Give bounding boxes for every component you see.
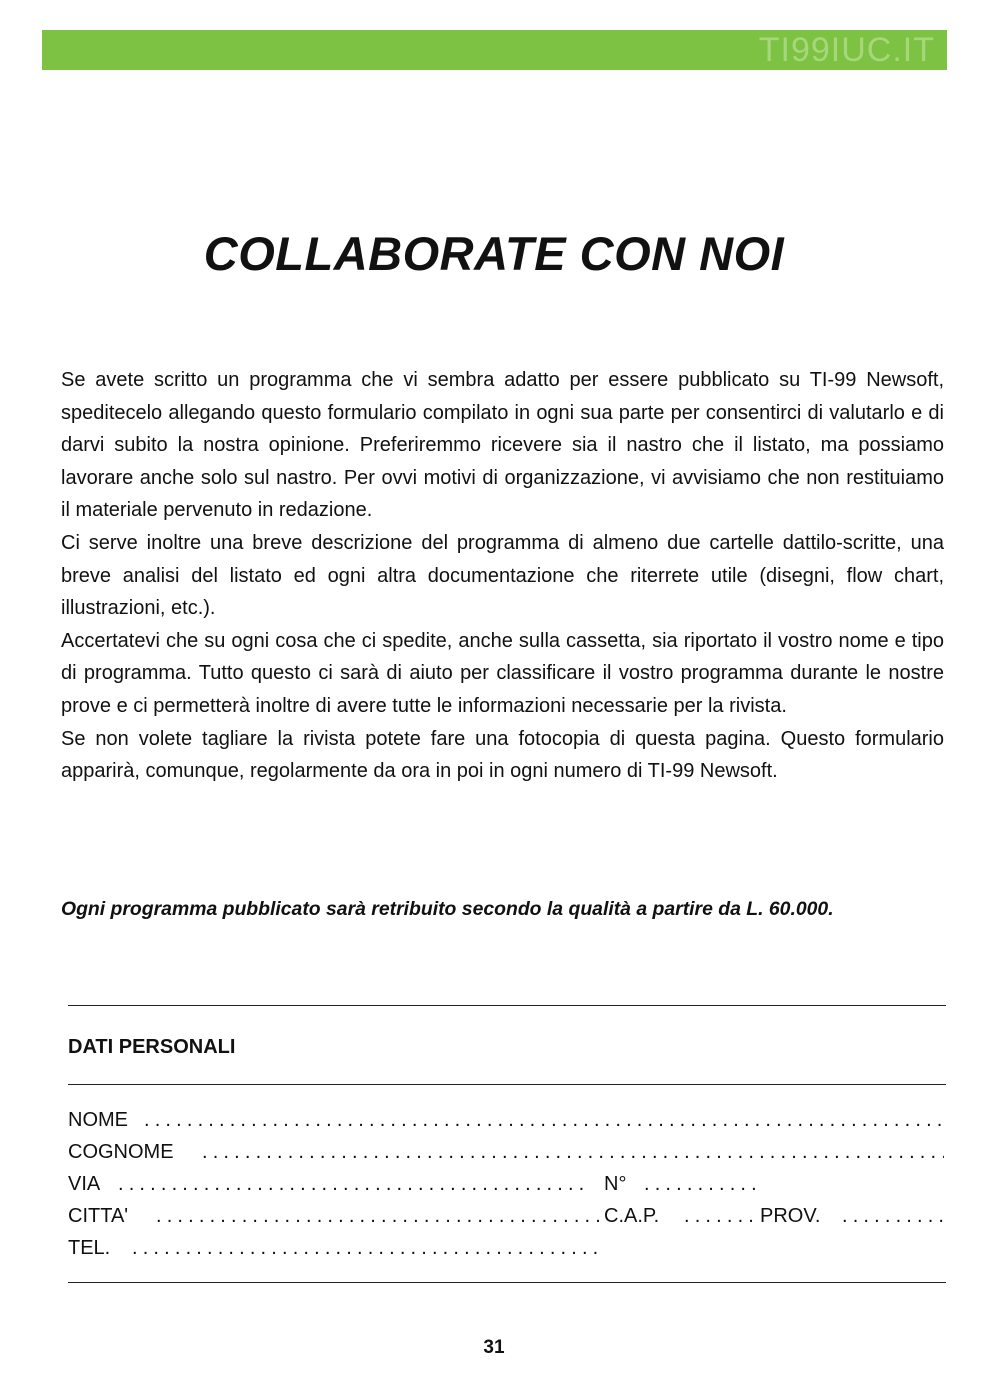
divider-bottom — [68, 1282, 946, 1283]
cap-field[interactable] — [684, 1200, 758, 1232]
article-body — [61, 364, 944, 788]
page-number: 31 — [483, 1337, 505, 1358]
via-field[interactable] — [118, 1168, 588, 1200]
form-row-nome — [68, 1104, 948, 1136]
page-title: COLLABORATE CON NOI — [203, 227, 785, 280]
paragraph-labeling: Accertatevi che su ogni cosa che ci spedite, anche sulla cassetta, sia riportato il vostro nome e tipo di programma. Tutto questo ci sarà di aiuto per classificare il vostro programma durante le nostre prove e ci permetterà inoltre di avere tutte le informazioni necessarie per la rivista. — [61, 629, 944, 717]
form-row-via — [68, 1168, 948, 1200]
cognome-field[interactable] — [202, 1136, 944, 1168]
via-label: VIA — [68, 1173, 101, 1195]
numero-field[interactable] — [644, 1168, 762, 1200]
prov-label: PROV. — [760, 1205, 821, 1227]
tel-field[interactable] — [132, 1232, 600, 1264]
tel-label: TEL. — [68, 1237, 111, 1259]
payment-note: Ogni programma pubblicato sarà retribuito secondo la qualità a partire da L. 60.000. — [61, 898, 834, 920]
personal-data-form — [68, 1104, 948, 1264]
paragraph-photocopy: Se non volete tagliare la rivista potete fare una fotocopia di questa pagina. Questo formulario apparirà, comunque, regolarmente da ora in poi in ogni numero di TI-99 Newsoft. — [61, 727, 944, 783]
site-logo: TI99IUC.IT — [758, 31, 935, 69]
citta-field[interactable] — [156, 1200, 602, 1232]
header-bar — [42, 30, 947, 70]
section-title: DATI PERSONALI — [68, 1036, 236, 1058]
nome-field[interactable] — [144, 1104, 944, 1136]
cognome-label: COGNOME — [68, 1141, 174, 1163]
paragraph-description: Ci serve inoltre una breve descrizione del programma di almeno due cartelle dattilo-scritte, una breve analisi del listato ed ogni altra documentazione che riterrete utile (disegni, flow chart, illustrazioni, etc.). — [61, 531, 944, 620]
prov-field[interactable] — [842, 1200, 944, 1232]
citta-label: CITTA' — [68, 1205, 129, 1227]
form-row-citta — [68, 1200, 948, 1232]
form-row-tel — [68, 1232, 948, 1264]
nome-label: NOME — [68, 1109, 128, 1131]
paragraph-intro: Se avete scritto un programma che vi sembra adatto per essere pubblicato su TI-99 Newsoft, speditecelo allegando questo formulario compilato in ogni sua parte per consentirci di valutarlo e di darvi subito la nostra opinione. Preferiremmo ricevere sia il nastro che il listato, ma possiamo lavorare anche solo sul nastro. Per ovvi motivi di organizzazione, vi avvisiamo che non restituiamo il materiale pervenuto in redazione. — [61, 369, 944, 522]
divider-top — [68, 1005, 946, 1006]
divider-middle — [68, 1084, 946, 1085]
form-row-cognome — [68, 1136, 948, 1168]
cap-label: C.A.P. — [604, 1205, 660, 1227]
numero-label: N° — [604, 1173, 627, 1195]
